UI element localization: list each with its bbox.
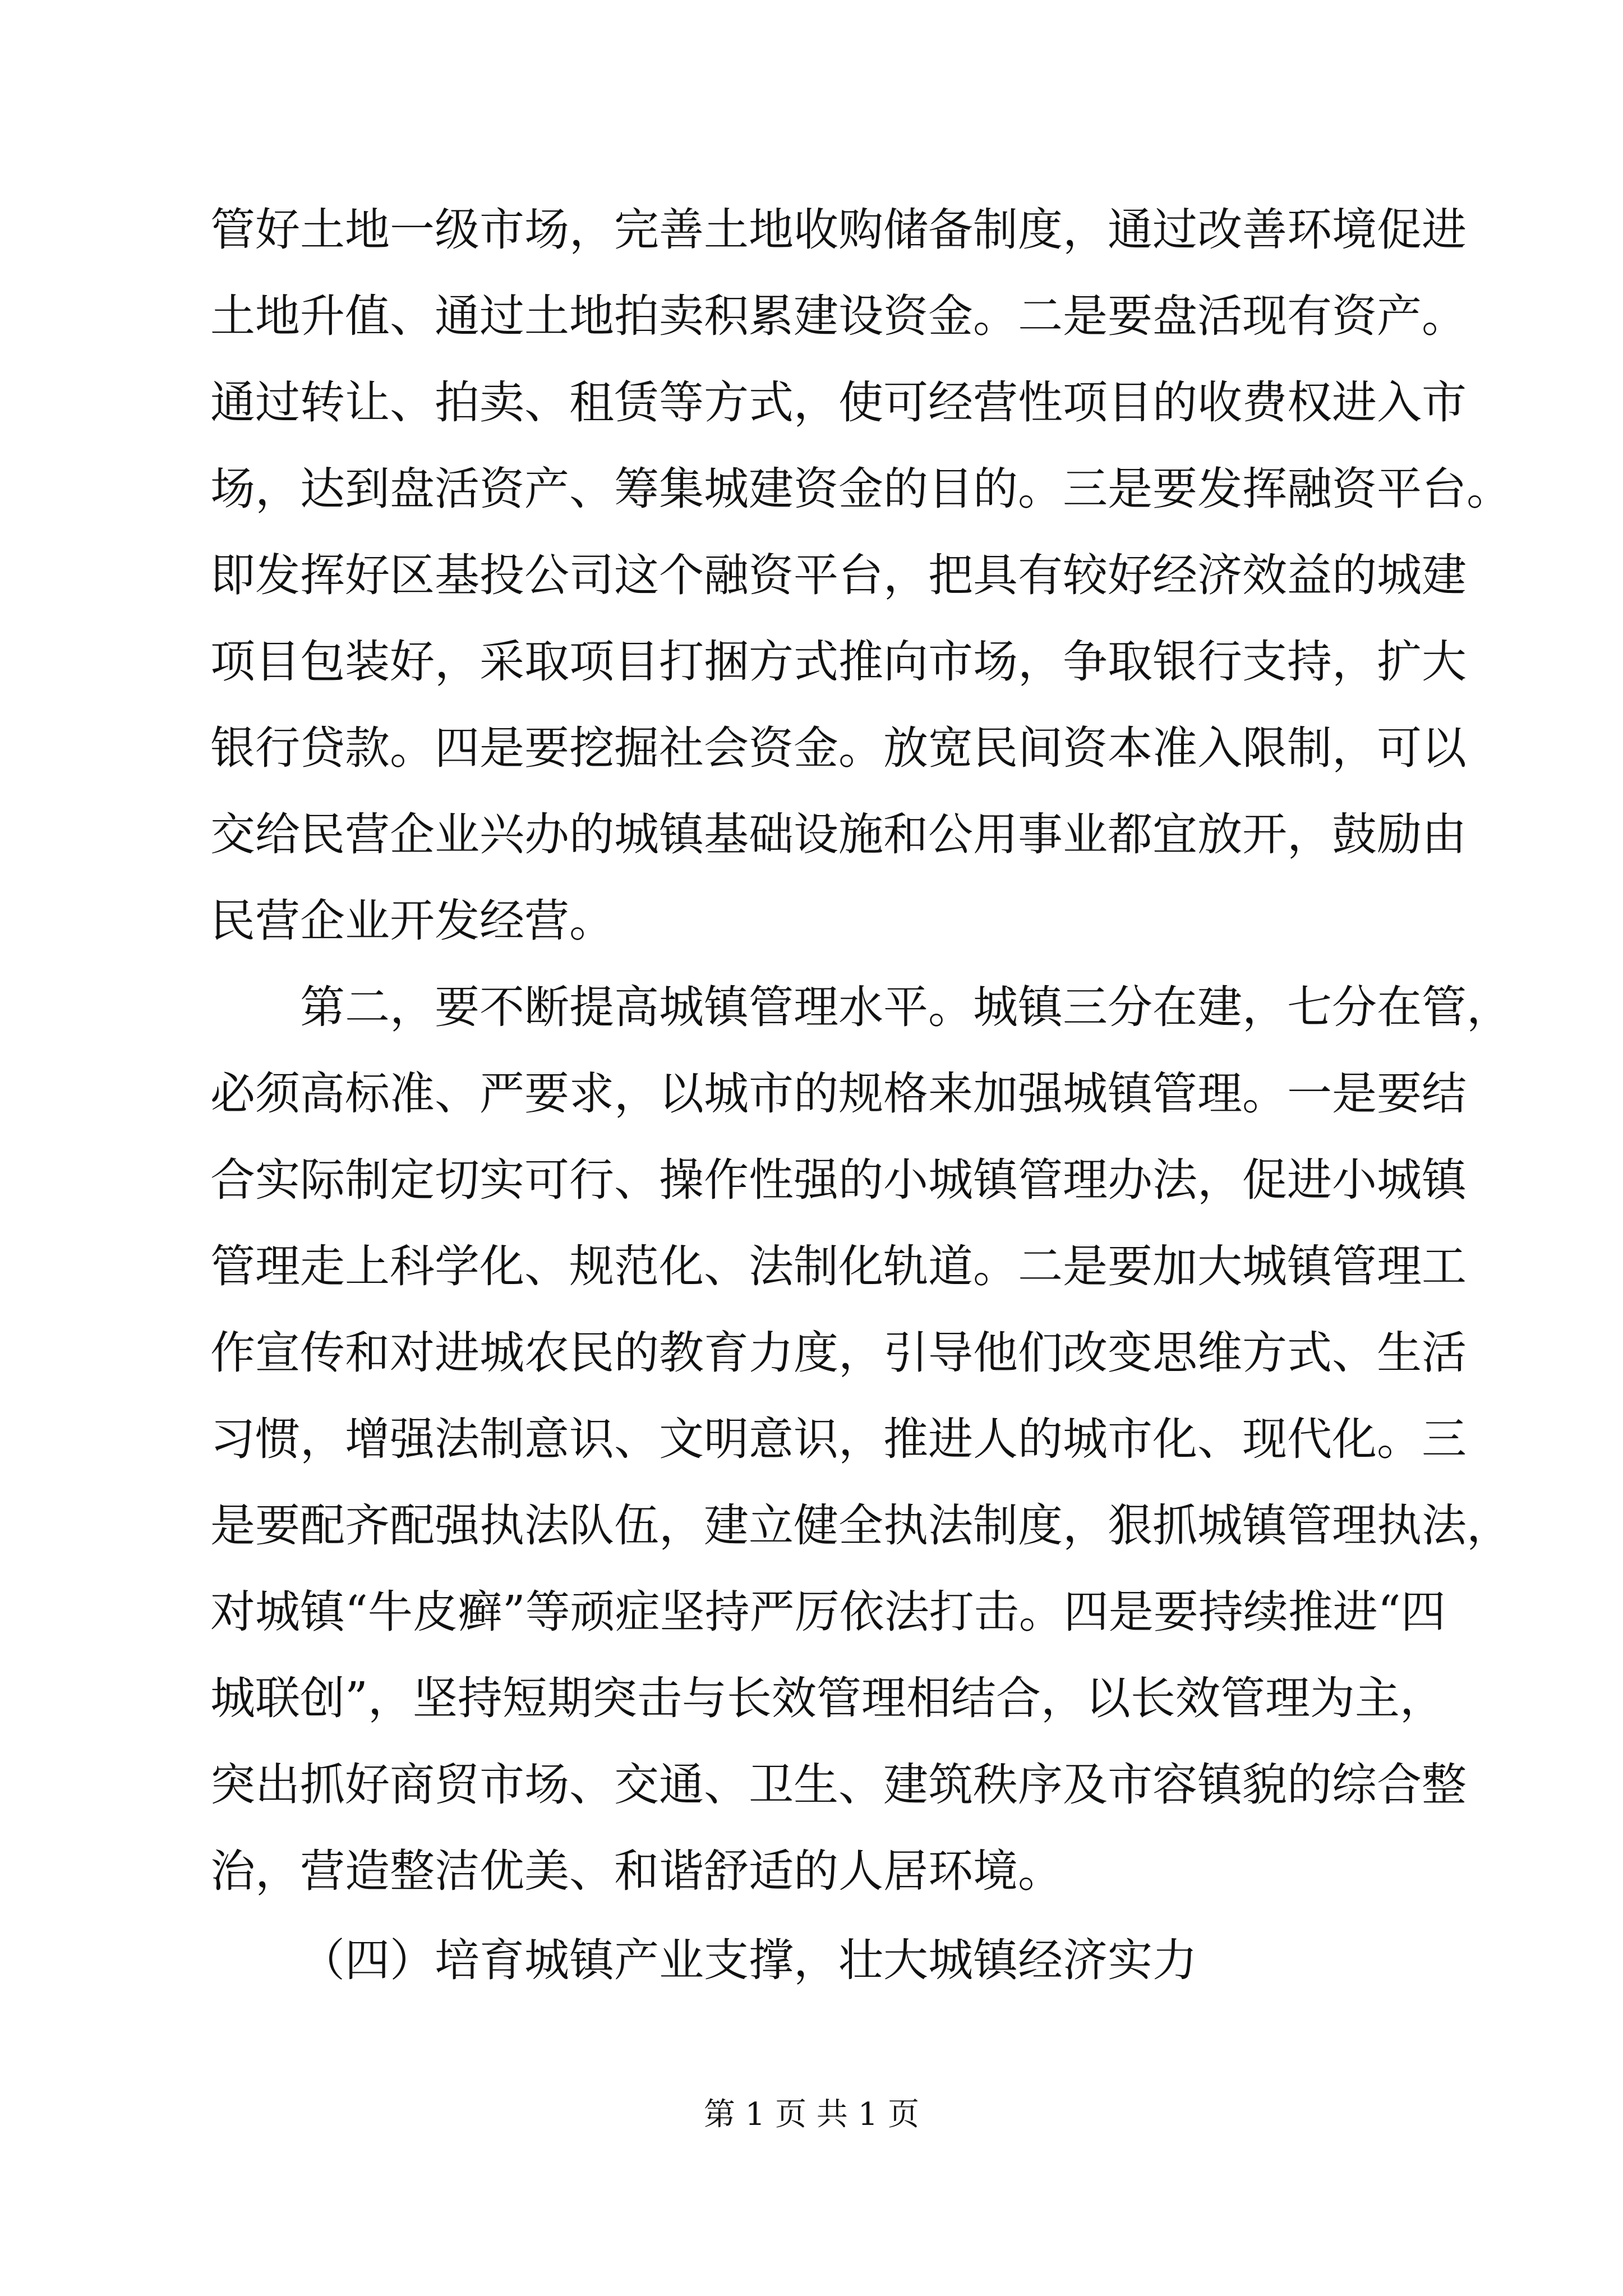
body-line: 是要配齐配强执法队伍，建立健全执法制度，狠抓城镇管理执法，	[210, 1499, 1511, 1552]
body-line: 必须高标准、严要求，以城市的规格来加强城镇管理。一是要结	[210, 1068, 1467, 1120]
page-footer: 第 1 页 共 1 页	[703, 2096, 920, 2133]
body-line: 项目包装好，采取项目打捆方式推向市场，争取银行支持，扩大	[210, 636, 1467, 688]
body-line: 交给民营企业兴办的城镇基础设施和公用事业都宜放开，鼓励由	[210, 808, 1467, 861]
paragraph-first-line: 第二，要不断提高城镇管理水平。城镇三分在建，七分在管，	[300, 981, 1511, 1033]
body-line: 对城镇“牛皮癣”等顽症坚持严厉依法打击。四是要持续推进“四	[210, 1586, 1446, 1638]
body-line: 习惯，增强法制意识、文明意识，推进人的城市化、现代化。三	[210, 1413, 1467, 1465]
body-line: 管好土地一级市场，完善土地收购储备制度，通过改善环境促进	[210, 204, 1467, 256]
body-line: 治，营造整洁优美、和谐舒适的人居环境。	[210, 1845, 1063, 1897]
body-line: 管理走上科学化、规范化、法制化轨道。二是要加大城镇管理工	[210, 1240, 1467, 1292]
body-line: 合实际制定切实可行、操作性强的小城镇管理办法，促进小城镇	[210, 1154, 1467, 1206]
body-line: 突出抓好商贸市场、交通、卫生、建筑秩序及市容镇貌的综合整	[210, 1759, 1467, 1811]
section-heading: （四）培育城镇产业支撑，壮大城镇经济实力	[300, 1934, 1197, 1986]
body-line: 土地升值、通过土地拍卖积累建设资金。二是要盘活现有资产。	[210, 290, 1467, 342]
body-line: 银行贷款。四是要挖掘社会资金。放宽民间资本准入限制，可以	[210, 722, 1467, 774]
body-line: 场，达到盘活资产、筹集城建资金的目的。三是要发挥融资平台。	[210, 463, 1511, 515]
body-line: 作宣传和对进城农民的教育力度，引导他们改变思维方式、生活	[210, 1327, 1467, 1379]
body-line: 城联创”，坚持短期突击与长效管理相结合，以长效管理为主，	[210, 1672, 1445, 1724]
body-line: 即发挥好区基投公司这个融资平台，把具有较好经济效益的城建	[210, 549, 1467, 601]
body-line: 通过转让、拍卖、租赁等方式，使可经营性项目的收费权进入市	[210, 376, 1467, 429]
body-line: 民营企业开发经营。	[210, 895, 614, 947]
